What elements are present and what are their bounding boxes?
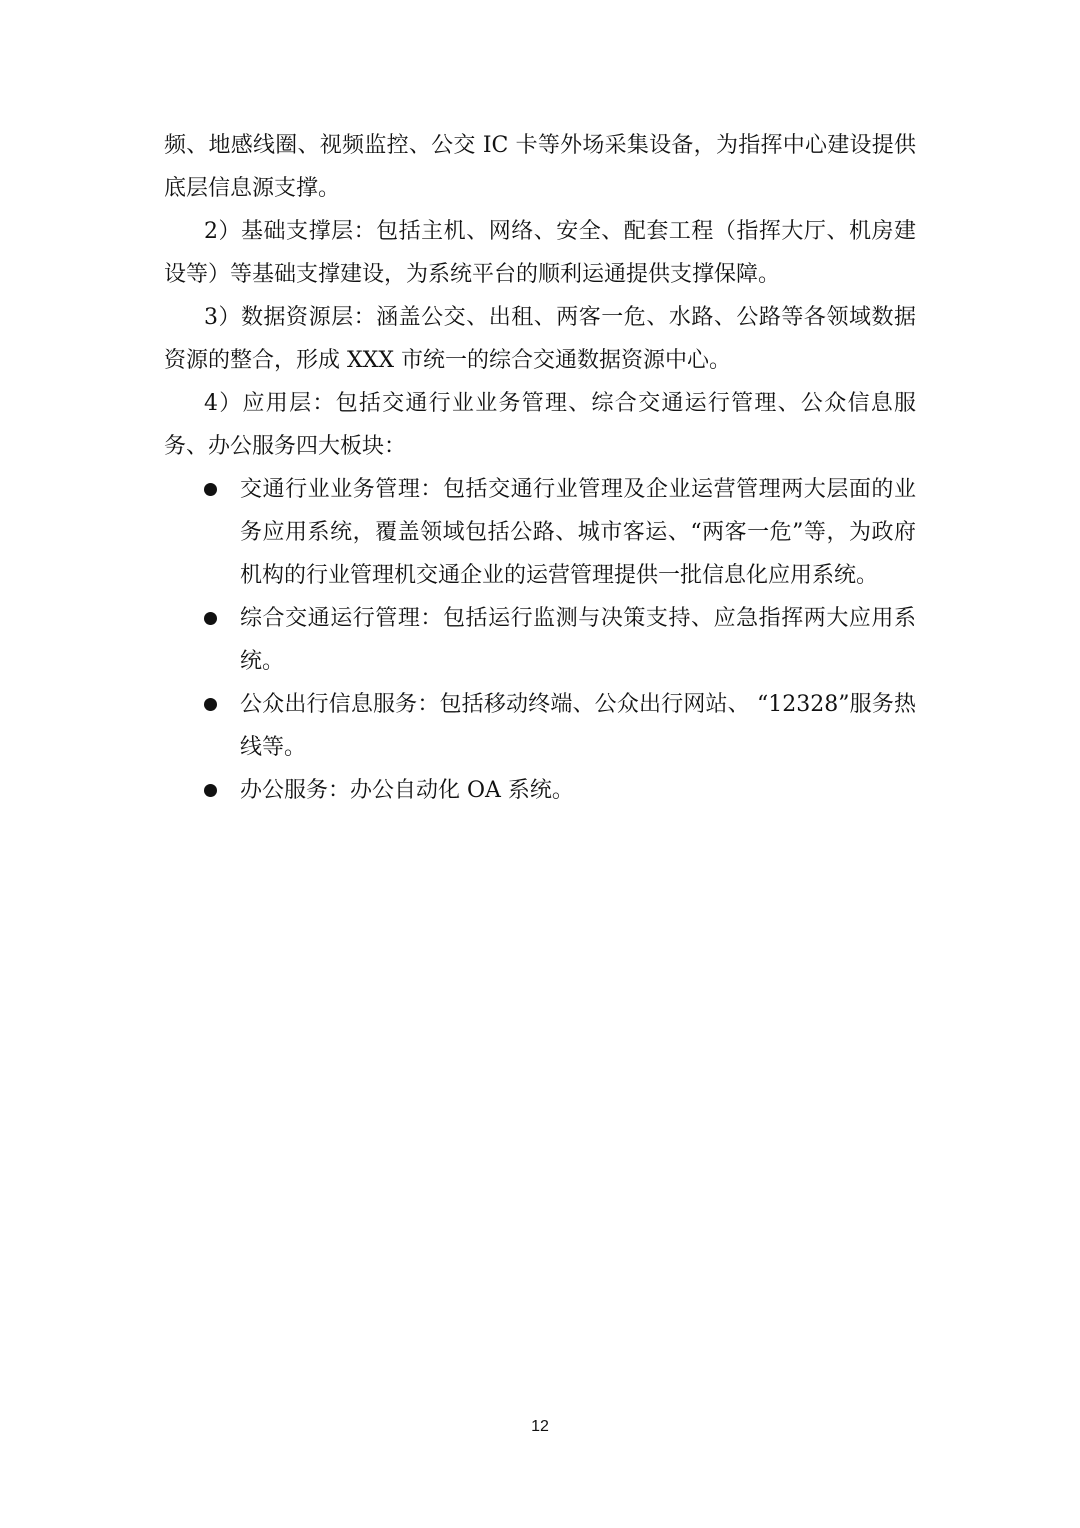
bullet-icon <box>204 698 217 711</box>
paragraph-infrastructure-layer: 2）基础支撑层：包括主机、网络、安全、配套工程（指挥大厅、机房建设等）等基础支撑建设，为系统平台的顺利运通提供支撑保障。 <box>164 219 916 287</box>
list-item <box>164 683 916 769</box>
page-number: 12 <box>531 1418 549 1435</box>
list-item <box>164 769 916 812</box>
list-item-text: 综合交通运行管理：包括运行监测与决策支持、应急指挥两大应用系统。 <box>240 606 916 674</box>
bullet-icon <box>204 483 217 496</box>
paragraph-application-layer: 4）应用层：包括交通行业业务管理、综合交通运行管理、公众信息服务、办公服务四大板块： <box>164 391 916 459</box>
paragraph-data-resource-layer: 3）数据资源层：涵盖公交、出租、两客一危、水路、公路等各领域数据资源的整合，形成 XXX 市统一的综合交通数据资源中心。 <box>164 305 916 373</box>
list-item-text: 公众出行信息服务：包括移动终端、公众出行网站、 “12328”服务热线等。 <box>240 692 916 760</box>
page-body <box>164 124 916 812</box>
paragraph-continuation: 频、地感线圈、视频监控、公交 IC 卡等外场采集设备，为指挥中心建设提供底层信息源支撑。 <box>164 133 916 201</box>
list-item-text: 交通行业业务管理：包括交通行业管理及企业运营管理两大层面的业务应用系统，覆盖领域包括公路、城市客运、“两客一危”等，为政府机构的行业管理机交通企业的运营管理提供一批信息化应用系统。 <box>240 477 916 588</box>
list-item <box>164 597 916 683</box>
application-bullet-list <box>164 468 916 812</box>
list-item-text: 办公服务：办公自动化 OA 系统。 <box>240 778 574 803</box>
bullet-icon <box>204 612 217 625</box>
list-item <box>164 468 916 597</box>
bullet-icon <box>204 784 217 797</box>
